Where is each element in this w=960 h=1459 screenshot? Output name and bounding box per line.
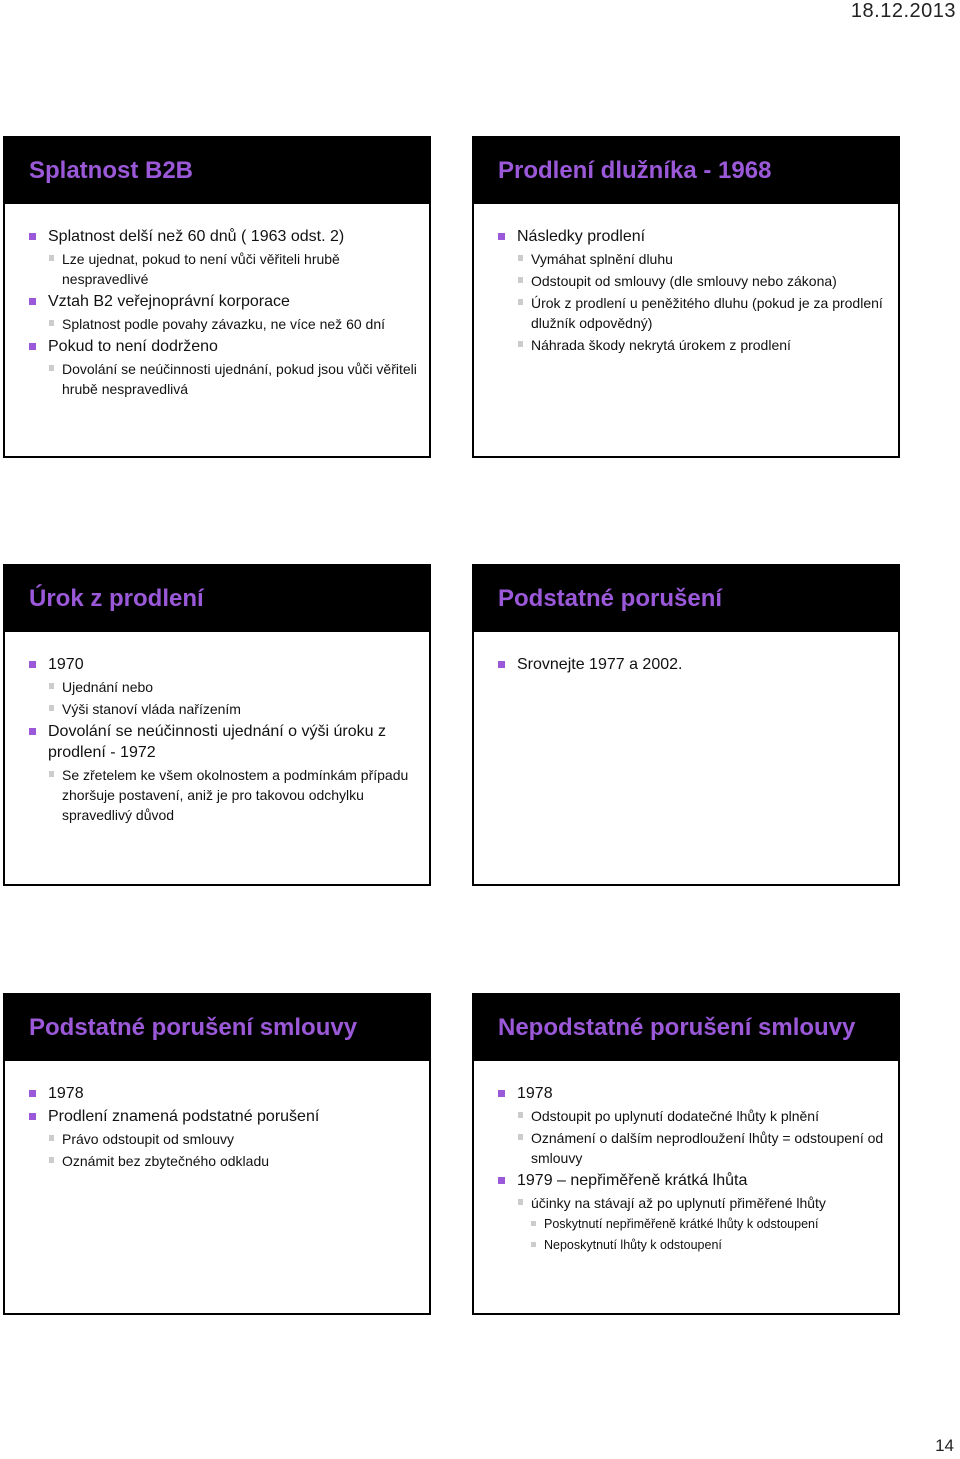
- slide-header: [5, 566, 429, 632]
- sub-bullet-item: [25, 314, 417, 334]
- sub-sub-bullet-item: [494, 1215, 886, 1234]
- bullet-text: 1970: [48, 656, 84, 673]
- bullet-text: Odstoupit po uplynutí dodatečné lhůty k plnění: [531, 1108, 819, 1124]
- bullet-text: Lze ujednat, pokud to není vůči věřiteli hrubě nespravedlivé: [62, 251, 340, 287]
- sub-bullet-item: [494, 1106, 886, 1126]
- bullet-text: Pokud to není dodrženo: [48, 338, 218, 355]
- square-bullet-icon: [29, 1090, 36, 1097]
- square-bullet-icon: [498, 1177, 505, 1184]
- bullet-item: [25, 721, 417, 763]
- bullet-item: [494, 1170, 886, 1191]
- bullet-item: [25, 226, 417, 247]
- bullet-text: Odstoupit od smlouvy (dle smlouvy nebo zákona): [531, 273, 837, 289]
- square-bullet-icon: [49, 1135, 54, 1141]
- slide-title: Podstatné porušení smlouvy: [29, 1014, 358, 1041]
- square-bullet-icon: [49, 1157, 54, 1163]
- bullet-text: Splatnost podle povahy závazku, ne více než 60 dní: [62, 316, 385, 332]
- slide-header: [474, 138, 898, 204]
- square-bullet-icon: [29, 1113, 36, 1120]
- slide-title: Prodlení dlužníka - 1968: [498, 157, 772, 184]
- sub-bullet-item: [25, 249, 417, 289]
- square-bullet-icon: [49, 320, 54, 326]
- bullet-text: Výši stanoví vláda nařízením: [62, 701, 241, 717]
- bullet-text: Dovolání se neúčinnosti ujednání, pokud jsou vůči věřiteli hrubě nespravedlivá: [62, 361, 417, 397]
- slide-body: [5, 632, 429, 825]
- bullet-item: [494, 654, 886, 675]
- square-bullet-icon: [29, 233, 36, 240]
- sub-bullet-item: [25, 765, 417, 825]
- square-bullet-icon: [531, 1221, 536, 1226]
- square-bullet-icon: [29, 298, 36, 305]
- bullet-item: [25, 654, 417, 675]
- bullet-text: Oznámit bez zbytečného odkladu: [62, 1153, 270, 1169]
- bullet-text: účinky na stávají až po uplynutí přiměřené lhůty: [531, 1195, 826, 1211]
- sub-bullet-item: [494, 335, 886, 355]
- square-bullet-icon: [498, 1090, 505, 1097]
- slide-podstatne-poruseni-smlouvy: [3, 993, 431, 1315]
- bullet-text: Úrok z prodlení u peněžitého dluhu (pokud je za prodlení dlužník odpovědný): [531, 295, 883, 331]
- bullet-item: [25, 1106, 417, 1127]
- square-bullet-icon: [518, 277, 523, 283]
- slide-body: [5, 1061, 429, 1171]
- sub-bullet-item: [494, 1128, 886, 1168]
- bullet-text: Ujednání nebo: [62, 679, 154, 695]
- header-date: 18.12.2013: [850, 0, 956, 22]
- bullet-item: [494, 226, 886, 247]
- square-bullet-icon: [29, 343, 36, 350]
- bullet-text: Prodlení znamená podstatné porušení: [48, 1108, 320, 1125]
- square-bullet-icon: [49, 683, 54, 689]
- slide-title: Podstatné porušení: [498, 585, 723, 612]
- square-bullet-icon: [498, 233, 505, 240]
- bullet-item: [25, 1083, 417, 1104]
- square-bullet-icon: [49, 771, 54, 777]
- square-bullet-icon: [49, 705, 54, 711]
- square-bullet-icon: [518, 1134, 523, 1140]
- square-bullet-icon: [518, 1112, 523, 1118]
- bullet-text: Právo odstoupit od smlouvy: [62, 1131, 234, 1147]
- square-bullet-icon: [29, 661, 36, 668]
- square-bullet-icon: [29, 728, 36, 735]
- square-bullet-icon: [49, 255, 54, 261]
- bullet-text: Dovolání se neúčinnosti ujednání o výši úroku z prodlení - 1972: [48, 723, 386, 761]
- square-bullet-icon: [518, 341, 523, 347]
- sub-bullet-item: [25, 699, 417, 719]
- bullet-text: 1979 – nepřiměřeně krátká lhůta: [517, 1172, 748, 1189]
- slide-body: [474, 1061, 898, 1255]
- slide-header: [5, 995, 429, 1061]
- slide-prodleni-dluznika: [472, 136, 900, 458]
- sub-bullet-item: [494, 271, 886, 291]
- square-bullet-icon: [518, 255, 523, 261]
- bullet-item: [25, 336, 417, 357]
- bullet-text: Poskytnutí nepřiměřeně krátké lhůty k odstoupení: [544, 1217, 819, 1231]
- bullet-text: 1978: [517, 1085, 553, 1102]
- square-bullet-icon: [518, 1199, 523, 1205]
- sub-bullet-item: [494, 293, 886, 333]
- slide-podstatne-poruseni: [472, 564, 900, 886]
- square-bullet-icon: [498, 661, 505, 668]
- slide-header: [474, 566, 898, 632]
- sub-bullet-item: [25, 359, 417, 399]
- slide-title: Nepodstatné porušení smlouvy: [498, 1014, 856, 1041]
- square-bullet-icon: [49, 365, 54, 371]
- bullet-text: Vztah B2 veřejnoprávní korporace: [48, 293, 290, 310]
- sub-bullet-item: [494, 249, 886, 269]
- bullet-text: Neposkytnutí lhůty k odstoupení: [544, 1238, 722, 1252]
- slide-splatnost-b2b: [3, 136, 431, 458]
- sub-bullet-item: [25, 677, 417, 697]
- bullet-text: Následky prodlení: [517, 228, 646, 245]
- bullet-text: Srovnejte 1977 a 2002.: [517, 656, 683, 673]
- bullet-text: Náhrada škody nekrytá úrokem z prodlení: [531, 337, 791, 353]
- slide-title: Úrok z prodlení: [29, 585, 204, 612]
- bullet-text: Vymáhat splnění dluhu: [531, 251, 673, 267]
- square-bullet-icon: [531, 1242, 536, 1247]
- slide-header: [5, 138, 429, 204]
- slide-title: Splatnost B2B: [29, 157, 194, 184]
- slide-header: [474, 995, 898, 1061]
- page-number: 14: [935, 1436, 954, 1455]
- bullet-item: [494, 1083, 886, 1104]
- bullet-item: [25, 291, 417, 312]
- sub-bullet-item: [25, 1151, 417, 1171]
- slide-body: [474, 632, 898, 675]
- sub-sub-bullet-item: [494, 1236, 886, 1255]
- sub-bullet-item: [25, 1129, 417, 1149]
- sub-bullet-item: [494, 1193, 886, 1213]
- slide-urok-z-prodleni: [3, 564, 431, 886]
- bullet-text: 1978: [48, 1085, 84, 1102]
- bullet-text: Splatnost delší než 60 dnů ( 1963 odst. 2): [48, 228, 345, 245]
- square-bullet-icon: [518, 299, 523, 305]
- bullet-text: Oznámení o dalším neprodloužení lhůty = odstoupení od smlouvy: [531, 1130, 884, 1166]
- slide-body: [5, 204, 429, 399]
- slide-body: [474, 204, 898, 355]
- bullet-text: Se zřetelem ke všem okolnostem a podmínkám případu zhoršuje postavení, aniž je pro takovou odchylku spravedlivý důvod: [62, 767, 409, 823]
- slide-nepodstatne-poruseni-smlouvy: [472, 993, 900, 1315]
